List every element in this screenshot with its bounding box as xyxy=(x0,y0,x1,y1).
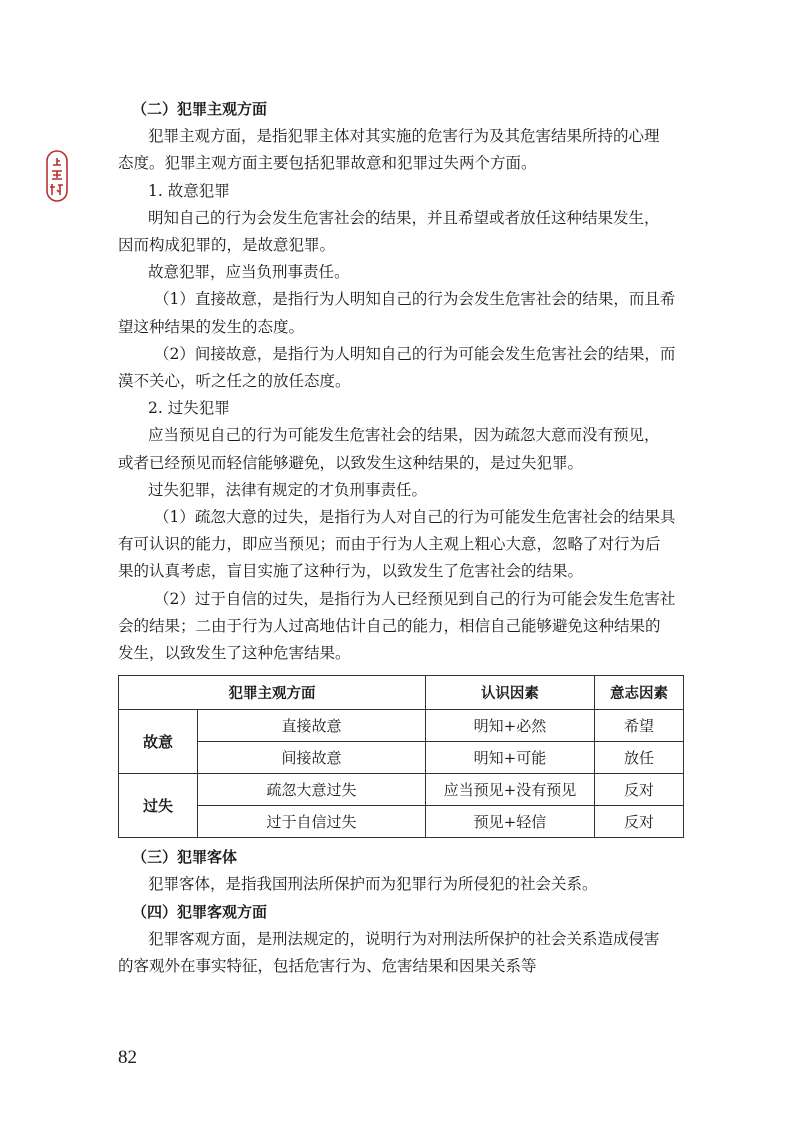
table-group-cell: 故意 xyxy=(119,710,198,774)
table-header: 意志因素 xyxy=(594,676,683,710)
paragraph-line: 漠不关心，听之任之的放任态度。 xyxy=(118,372,351,391)
table-cell: 疏忽大意过失 xyxy=(198,774,426,806)
paragraph-line: 故意犯罪，应当负刑事责任。 xyxy=(148,263,350,282)
page-content xyxy=(118,96,684,980)
subsection-title-negligence: 2. 过失犯罪 xyxy=(148,399,230,418)
paragraph-line: 果的认真考虑，盲目实施了这种行为，以致发生了危害社会的结果。 xyxy=(118,562,584,581)
table-group-cell: 过失 xyxy=(119,774,198,838)
table-cell: 过于自信过失 xyxy=(198,806,426,838)
table-cell: 应当预见+没有预见 xyxy=(425,774,594,806)
table-row xyxy=(119,742,684,774)
table-cell: 预见+轻信 xyxy=(425,806,594,838)
table-header: 犯罪主观方面 xyxy=(119,676,426,710)
paragraph-line: 过失犯罪，法律有规定的才负刑事责任。 xyxy=(148,480,428,499)
table-cell: 间接故意 xyxy=(198,742,426,774)
paragraph-line: （2）间接故意，是指行为人明知自己的行为可能会发生危害社会的结果，而 xyxy=(154,344,676,363)
seal-logo xyxy=(46,150,68,202)
paragraph-line: （1）疏忽大意的过失，是指行为人对自己的行为可能发生危害社会的结果具 xyxy=(154,508,676,527)
table-cell: 放任 xyxy=(594,742,683,774)
paragraph-line: 有可认识的能力，即应当预见；而由于行为人主观上粗心大意，忽略了对行为后 xyxy=(118,535,661,554)
paragraph-line: 的客观外在事实特征，包括危害行为、危害结果和因果关系等 xyxy=(118,957,537,976)
table-cell: 反对 xyxy=(594,806,683,838)
table-row xyxy=(119,774,684,806)
paragraph-line: 犯罪客观方面，是刑法规定的，说明行为对刑法所保护的社会关系造成侵害 xyxy=(148,929,660,948)
table-cell: 反对 xyxy=(594,774,683,806)
paragraph-line: 望这种结果的发生的态度。 xyxy=(118,317,305,336)
table-row xyxy=(119,806,684,838)
table-cell: 明知+必然 xyxy=(425,710,594,742)
paragraph-line: 会的结果；二由于行为人过高地估计自己的能力，相信自己能够避免这种结果的 xyxy=(118,616,661,635)
paragraph-line: （1）直接故意，是指行为人明知自己的行为会发生危害社会的结果，而且希 xyxy=(154,290,676,309)
paragraph-line: 应当预见自己的行为可能发生危害社会的结果，因为疏忽大意而没有预见， xyxy=(148,426,660,445)
paragraph-line: 犯罪主观方面，是指犯罪主体对其实施的危害行为及其危害结果所持的心理 xyxy=(148,127,660,146)
paragraph-line: 犯罪客体，是指我国刑法所保护而为犯罪行为所侵犯的社会关系。 xyxy=(148,875,598,894)
paragraph-line: 态度。犯罪主观方面主要包括犯罪故意和犯罪过失两个方面。 xyxy=(118,154,537,173)
table-header-row xyxy=(119,676,684,710)
paragraph-line: 明知自己的行为会发生危害社会的结果，并且希望或者放任这种结果发生， xyxy=(148,208,660,227)
table-cell: 直接故意 xyxy=(198,710,426,742)
paragraph-line: （2）过于自信的过失，是指行为人已经预见到自己的行为可能会发生危害社 xyxy=(154,589,676,608)
table-cell: 希望 xyxy=(594,710,683,742)
section-heading-objective: （四）犯罪客观方面 xyxy=(132,902,268,921)
section-heading-subjective: （二）犯罪主观方面 xyxy=(132,100,268,118)
table-cell: 明知+可能 xyxy=(425,742,594,774)
paragraph-line: 因而构成犯罪的，是故意犯罪。 xyxy=(118,236,336,255)
paragraph-line: 或者已经预见而轻信能够避免，以致发生这种结果的，是过失犯罪。 xyxy=(118,453,584,472)
paragraph-line: 发生，以致发生了这种危害结果。 xyxy=(118,644,351,663)
section-heading-object: （三）犯罪客体 xyxy=(132,848,238,867)
comparison-table xyxy=(118,675,684,838)
table-header: 认识因素 xyxy=(425,676,594,710)
page-number: 82 xyxy=(118,1047,137,1068)
table-row xyxy=(119,710,684,742)
subsection-title-intent: 1. 故意犯罪 xyxy=(148,181,230,200)
